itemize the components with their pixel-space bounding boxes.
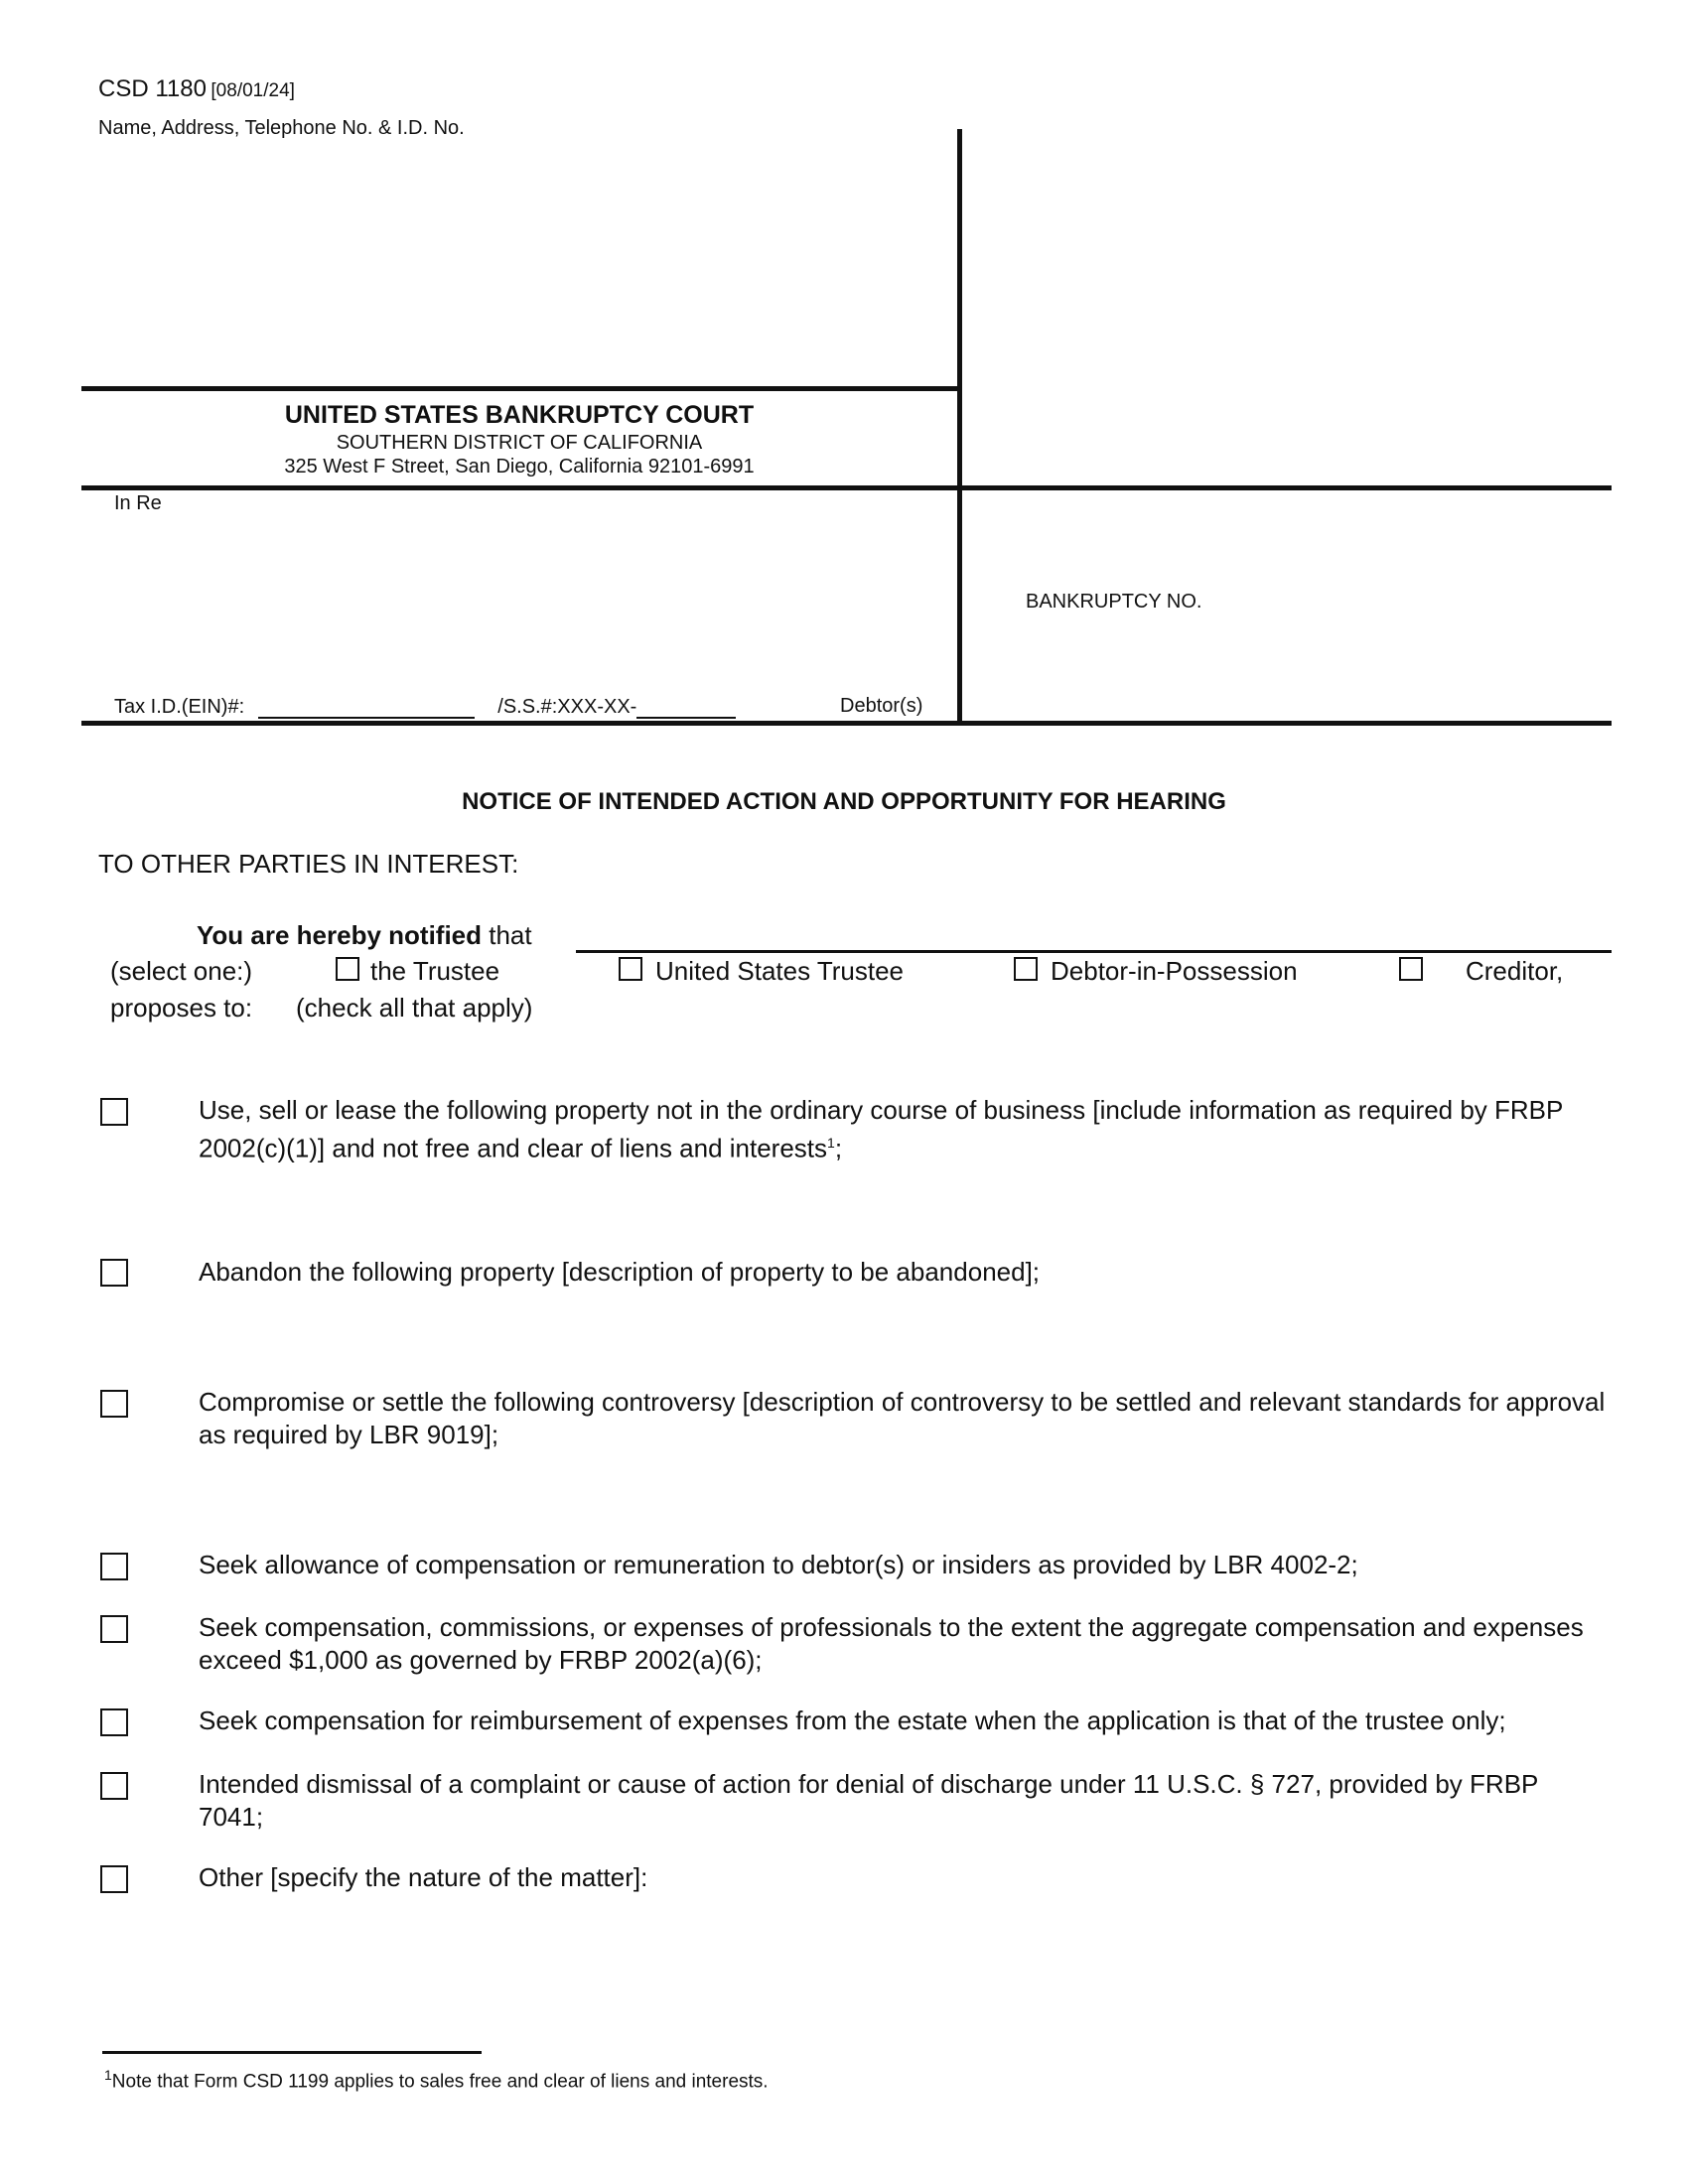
item-checkbox-abandon[interactable] bbox=[100, 1259, 128, 1287]
party-us-trustee-label: United States Trustee bbox=[655, 956, 905, 986]
notice-title: NOTICE OF INTENDED ACTION AND OPPORTUNITY FOR HEARING bbox=[462, 788, 1226, 815]
ss-field[interactable] bbox=[636, 695, 736, 719]
item-dismissal: Intended dismissal of a complaint or cause of action for denial of discharge under 11 U.S.C. § 727, provided by FRBP 7041; bbox=[199, 1769, 1538, 1832]
notified-bold: You are hereby notified bbox=[197, 920, 483, 950]
court-heading bbox=[81, 401, 957, 478]
party-trustee-label: the Trustee bbox=[370, 956, 500, 986]
to-parties: TO OTHER PARTIES IN INTEREST: bbox=[98, 849, 519, 879]
tax-id-field[interactable] bbox=[258, 695, 475, 719]
item-tail: ; bbox=[834, 1133, 843, 1163]
debtor-label: Debtor(s) bbox=[840, 695, 923, 717]
party-debtor-in-possession-label: Debtor-in-Possession bbox=[1051, 956, 1298, 986]
select-one-label: (select one:) bbox=[110, 956, 253, 986]
form-code bbox=[98, 75, 295, 103]
footnote-marker: 1 bbox=[104, 2067, 112, 2083]
item-text: Use, sell or lease the following property not in the ordinary course of business [include information as required by FRBP 2002(c)(1)] and not free and clear of liens and interests bbox=[199, 1095, 1563, 1163]
footnote-ref: 1 bbox=[827, 1135, 835, 1151]
caption-line-middle bbox=[81, 485, 1612, 490]
party-debtor-in-possession-checkbox[interactable] bbox=[1014, 957, 1038, 981]
proposes-to-label: proposes to: bbox=[110, 993, 253, 1023]
party-us-trustee-checkbox[interactable] bbox=[619, 957, 642, 981]
caption-vertical-divider bbox=[957, 129, 962, 723]
tax-id-label: Tax I.D.(EIN)#: bbox=[114, 696, 245, 718]
notified-underline bbox=[576, 950, 1612, 953]
item-checkbox-compromise[interactable] bbox=[100, 1390, 128, 1418]
ss-label: /S.S.#:XXX-XX- bbox=[497, 696, 637, 718]
footnote-text: Note that Form CSD 1199 applies to sales free and clear of liens and interests. bbox=[111, 2071, 769, 2093]
item-checkbox-other[interactable] bbox=[100, 1865, 128, 1893]
item-other: Other [specify the nature of the matter]: bbox=[199, 1862, 648, 1892]
footnote bbox=[104, 2067, 769, 2093]
footnote-separator bbox=[102, 2051, 482, 2054]
item-abandon: Abandon the following property [description of property to be abandoned]; bbox=[199, 1257, 1041, 1287]
tax-id-row bbox=[114, 695, 736, 719]
item-trustee-reimbursement: Seek compensation for reimbursement of expenses from the estate when the application is that of the trustee only; bbox=[199, 1706, 1506, 1735]
form-code-number: CSD 1180 bbox=[98, 75, 207, 102]
in-re-label: In Re bbox=[114, 492, 162, 514]
court-district: SOUTHERN DISTRICT OF CALIFORNIA bbox=[336, 432, 703, 454]
caption-line-top bbox=[81, 386, 960, 391]
item-professional-compensation: Seek compensation, commissions, or expenses of professionals to the extent the aggregate compensation and expenses exceed $1,000 as governed by FRBP 2002(a)(6); bbox=[199, 1612, 1584, 1675]
party-creditor-checkbox[interactable] bbox=[1399, 957, 1423, 981]
party-trustee-checkbox[interactable] bbox=[336, 957, 359, 981]
court-title: UNITED STATES BANKRUPTCY COURT bbox=[284, 401, 755, 429]
item-checkbox-trustee-reimbursement[interactable] bbox=[100, 1708, 128, 1736]
item-checkbox-allowance[interactable] bbox=[100, 1553, 128, 1580]
party-creditor-label: Creditor, bbox=[1466, 956, 1564, 986]
item-checkbox-professional-compensation[interactable] bbox=[100, 1615, 128, 1643]
caption-line-bottom bbox=[81, 721, 1612, 726]
bankruptcy-no-label: BANKRUPTCY NO. bbox=[1026, 591, 1202, 613]
court-address: 325 West F Street, San Diego, California 92101-6991 bbox=[284, 456, 755, 478]
item-use-sell-lease bbox=[199, 1094, 1609, 1165]
item-allowance: Seek allowance of compensation or remuneration to debtor(s) or insiders as provided by LBR 4002-2; bbox=[199, 1550, 1358, 1579]
name-address-label: Name, Address, Telephone No. & I.D. No. bbox=[98, 117, 465, 139]
check-all-label: (check all that apply) bbox=[296, 993, 533, 1023]
notified-rest: that bbox=[489, 920, 532, 950]
form-revision: [08/01/24] bbox=[211, 80, 295, 101]
item-checkbox-use-sell-lease[interactable] bbox=[100, 1098, 128, 1126]
item-compromise: Compromise or settle the following controversy [description of controversy to be settled and relevant standards for approval as required by LBR 9019]; bbox=[199, 1387, 1606, 1449]
notified-line bbox=[197, 920, 532, 951]
item-checkbox-dismissal[interactable] bbox=[100, 1772, 128, 1800]
